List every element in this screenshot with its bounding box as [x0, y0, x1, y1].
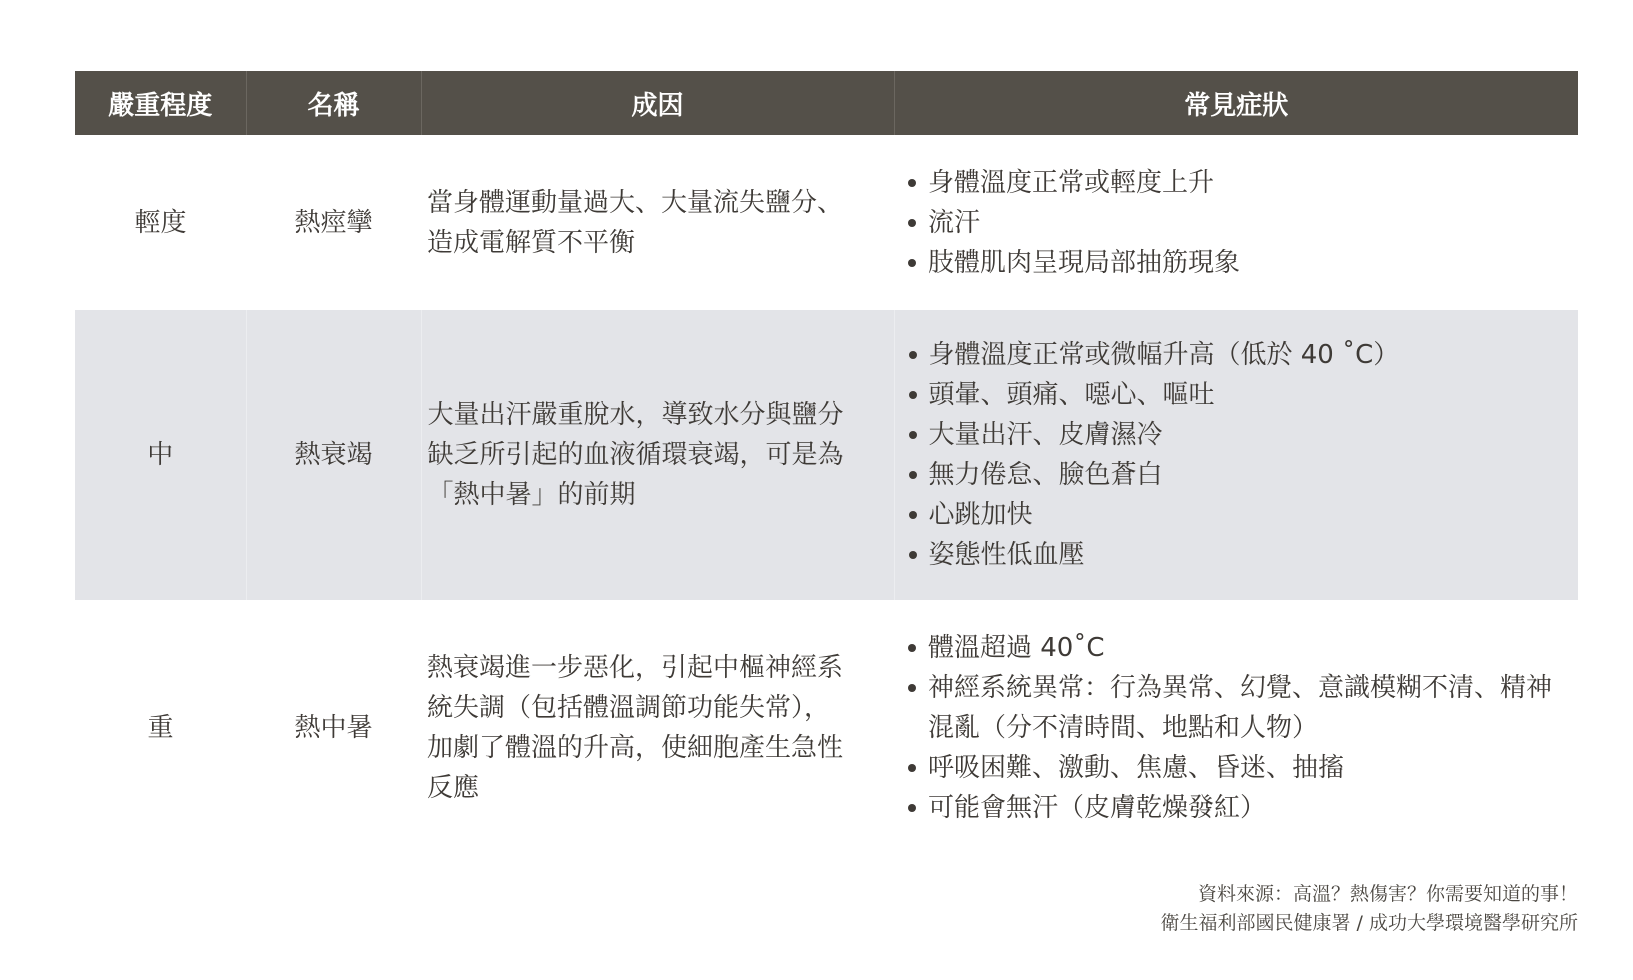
- name-cell: 熱衰竭: [246, 310, 421, 600]
- severity-cell: 中: [75, 310, 246, 600]
- cause-line: 造成電解質不平衡: [427, 227, 636, 258]
- heat-illness-table: [75, 71, 1578, 855]
- symptom-item: 頭暈、頭痛、噁心、嘔吐: [929, 375, 1569, 415]
- symptom-item: 流汗: [928, 203, 1568, 243]
- cause-line: 加劇了體溫的升高，使細胞產生急性: [427, 732, 844, 763]
- severity-cell: 重: [147, 712, 174, 743]
- cause-line: 當身體運動量過大、大量流失鹽分、: [427, 187, 844, 218]
- cause-cell: [421, 135, 894, 310]
- symptoms-cell: [894, 600, 1578, 855]
- header-symptoms: 常見症狀: [894, 71, 1578, 135]
- symptom-item: 神經系統異常：行為異常、幻覺、意識模糊不清、精神混亂（分不清時間、地點和人物）: [928, 668, 1568, 748]
- symptom-item: 心跳加快: [929, 495, 1569, 535]
- heat-illness-table-container: [75, 71, 1578, 855]
- header-name: 名稱: [246, 71, 421, 135]
- name-cell: 熱痙攣: [294, 207, 373, 238]
- cause-cell: [421, 310, 894, 600]
- source-line-2: 衛生福利部國民健康署 / 成功大學環境醫學研究所: [1160, 912, 1578, 934]
- symptom-item: 姿態性低血壓: [929, 535, 1569, 575]
- symptom-list: [903, 335, 1569, 575]
- symptom-list: [902, 628, 1568, 828]
- source-line-1: 資料來源：高溫？熱傷害？你需要知道的事！: [1197, 883, 1578, 905]
- severity-cell: 輕度: [134, 207, 187, 238]
- table-row: [75, 135, 1578, 310]
- cause-line: 大量出汗嚴重脫水，導致水分與鹽分: [427, 400, 844, 430]
- cause-line: 「熱中暑」的前期: [427, 480, 636, 510]
- symptom-list: [902, 163, 1568, 283]
- table-row: [75, 310, 1578, 600]
- symptom-item: 肢體肌肉呈現局部抽筋現象: [928, 243, 1568, 283]
- symptom-item: 可能會無汗（皮膚乾燥發紅）: [928, 788, 1568, 828]
- symptom-item: 大量出汗、皮膚濕冷: [929, 415, 1569, 455]
- symptom-item: 體溫超過 40˚C: [928, 628, 1568, 668]
- symptom-item: 身體溫度正常或輕度上升: [928, 163, 1568, 203]
- name-cell: 熱中暑: [294, 712, 373, 743]
- cause-line: 統失調（包括體溫調節功能失常），: [427, 692, 831, 723]
- source-note: [1161, 880, 1578, 938]
- symptoms-cell: [894, 135, 1578, 310]
- cause-line: 反應: [427, 772, 480, 803]
- symptoms-cell: [894, 310, 1578, 600]
- symptom-item: 身體溫度正常或微幅升高（低於 40 ˚C）: [929, 335, 1569, 375]
- header-severity: 嚴重程度: [75, 71, 246, 135]
- symptom-item: 呼吸困難、激動、焦慮、昏迷、抽搐: [928, 748, 1568, 788]
- header-cause: 成因: [421, 71, 894, 135]
- table-row: [75, 600, 1578, 855]
- table-header-row: [75, 71, 1578, 135]
- cause-line: 熱衰竭進一步惡化，引起中樞神經系: [427, 652, 844, 683]
- symptom-item: 無力倦怠、臉色蒼白: [929, 455, 1569, 495]
- cause-cell: [421, 600, 894, 855]
- cause-line: 缺乏所引起的血液循環衰竭，可是為: [427, 440, 844, 470]
